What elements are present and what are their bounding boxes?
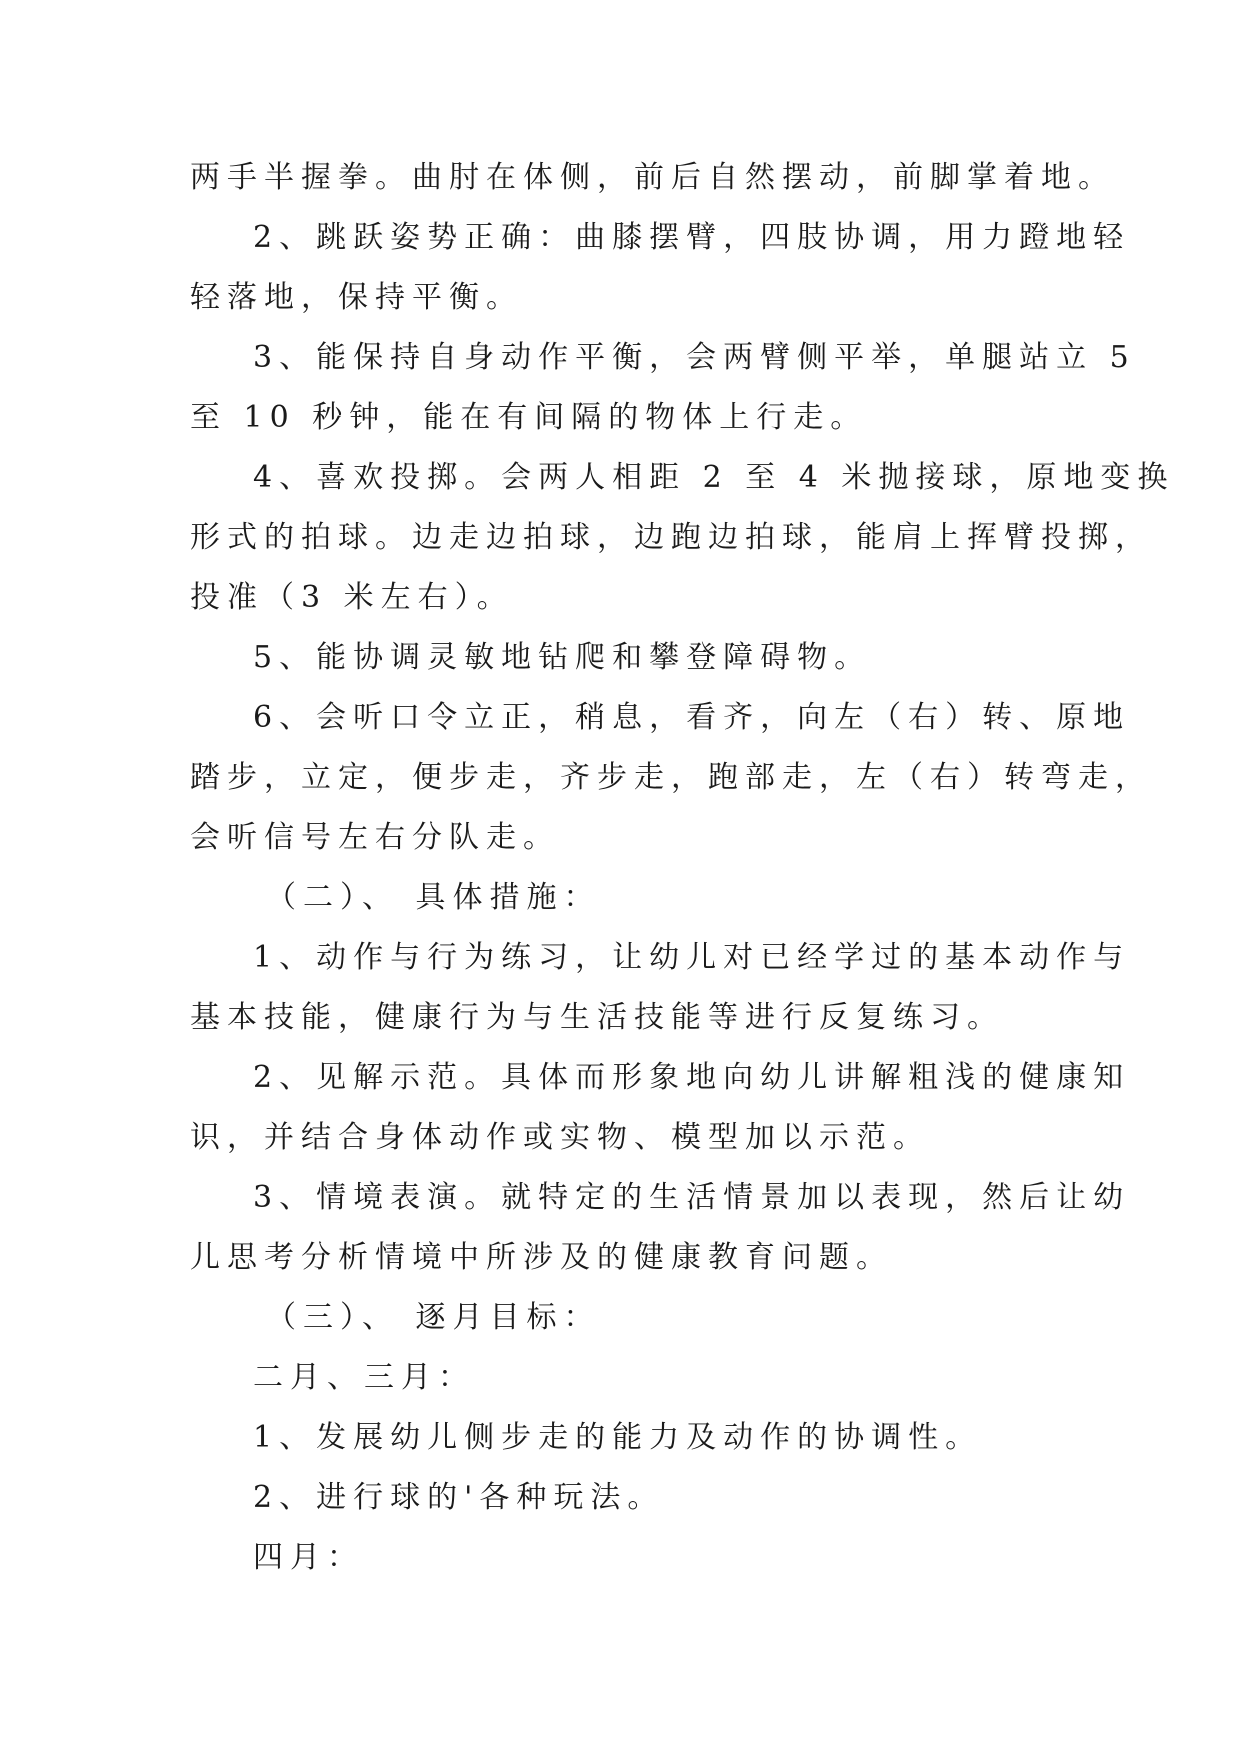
text-line-8: 投准（3 米左右）。 bbox=[190, 580, 514, 615]
document-body bbox=[190, 148, 1175, 1588]
text-line-2: 2、跳跃姿势正确：曲膝摆臂，四肢协调，用力蹬地轻 bbox=[253, 220, 1131, 255]
section-heading-monthly-goals: （三）、 逐月目标： bbox=[266, 1300, 601, 1335]
text-line-22: 1、发展幼儿侧步走的能力及动作的协调性。 bbox=[253, 1420, 983, 1455]
text-line-10: 6、会听口令立正，稍息，看齐，向左（右）转、原地 bbox=[253, 700, 1131, 735]
text-line-15: 基本技能，健康行为与生活技能等进行反复练习。 bbox=[190, 1000, 1004, 1035]
text-line-23: 2、进行球的'各种玩法。 bbox=[253, 1480, 665, 1515]
text-line-11: 踏步，立定，便步走，齐步走，跑部走，左（右）转弯走， bbox=[190, 760, 1152, 795]
text-line-14: 1、动作与行为练习，让幼儿对已经学过的基本动作与 bbox=[253, 940, 1131, 975]
text-line-18: 3、情境表演。就特定的生活情景加以表现，然后让幼 bbox=[253, 1180, 1131, 1215]
section-heading-measures: （二）、 具体措施： bbox=[266, 880, 601, 915]
text-line-16: 2、见解示范。具体而形象地向幼儿讲解粗浅的健康知 bbox=[253, 1060, 1131, 1095]
month-heading-apr: 四月： bbox=[253, 1540, 364, 1575]
text-line-9: 5、能协调灵敏地钻爬和攀登障碍物。 bbox=[253, 640, 872, 675]
text-line-12: 会听信号左右分队走。 bbox=[190, 820, 560, 855]
text-line-19: 儿思考分析情境中所涉及的健康教育问题。 bbox=[190, 1240, 893, 1275]
text-line-5: 至 10 秒钟，能在有间隔的物体上行走。 bbox=[190, 400, 868, 435]
text-line-4: 3、能保持自身动作平衡，会两臂侧平举，单腿站立 5 bbox=[253, 340, 1136, 375]
text-line-7: 形式的拍球。边走边拍球，边跑边拍球，能肩上挥臂投掷， bbox=[190, 520, 1152, 555]
text-line-1: 两手半握拳。曲肘在体侧，前后自然摆动，前脚掌着地。 bbox=[190, 160, 1115, 195]
month-heading-feb-mar: 二月、三月： bbox=[253, 1360, 475, 1395]
text-line-3: 轻落地，保持平衡。 bbox=[190, 280, 523, 315]
text-line-6: 4、喜欢投掷。会两人相距 2 至 4 米抛接球，原地变换 bbox=[253, 460, 1175, 495]
text-line-17: 识，并结合身体动作或实物、模型加以示范。 bbox=[190, 1120, 930, 1155]
